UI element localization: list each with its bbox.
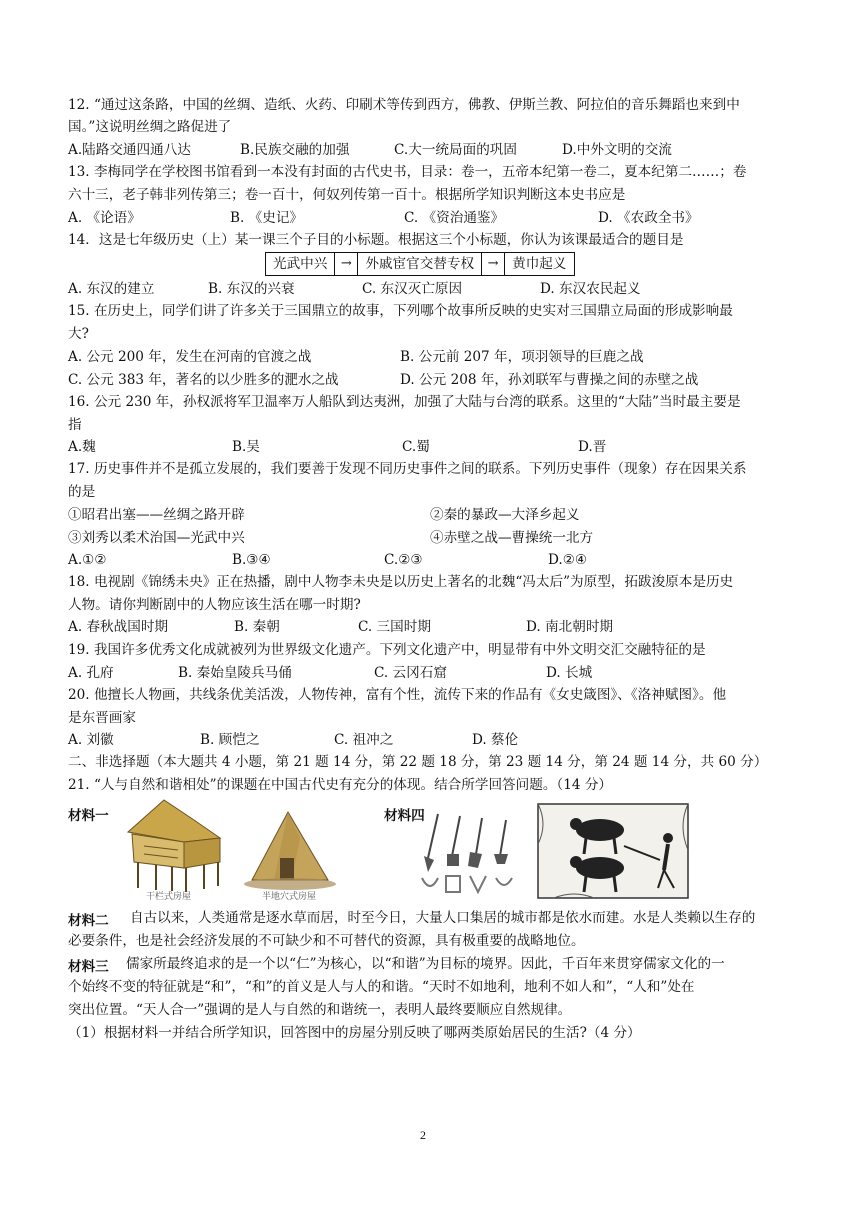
q18-stem-line1: 18. 电视剧《锦绣未央》正在热播，剧中人物李未央是以历史上著名的北魏“冯太后”为原型，拓跋浚原本是历史 [68, 574, 734, 590]
q14-flow-box-2: 外戚宦官交替专权 [357, 252, 482, 276]
q13-option-c: C. 《资治通鉴》 [404, 210, 505, 226]
q17-item-1: ①昭君出塞——丝绸之路开辟 [68, 507, 245, 523]
q20-option-b: B. 顾恺之 [200, 732, 260, 748]
q17-option-d: D.②④ [548, 552, 588, 568]
q17-option-b: B.③④ [232, 552, 271, 568]
q16-stem-line1: 16. 公元 230 年，孙权派将军卫温率万人船队到达夷洲，加强了大陆与台湾的联系。这里的“大陆”当时最主要是 [68, 394, 741, 410]
q20-option-c: C. 祖冲之 [334, 732, 394, 748]
q17-option-a: A.①② [68, 552, 107, 568]
arrow-right-icon: → [481, 252, 505, 276]
q21-stem-line1: 21. “人与自然和谐相处”的课题在中国古代史有充分的体现。结合所学回答问题。（14 分） [68, 777, 613, 793]
material3-line1: 儒家所最终追求的是一个以“仁”为核心，以“和谐”为目标的境界。因此，千百年来贯穿儒家文化的一 [126, 956, 725, 972]
material3-line2: 个始终不变的特征就是“和”，“和”的首义是人与人的和谐。“天时不如地利，地利不如人和”，“人和”处在 [68, 979, 695, 995]
q20-stem-line2: 是东晋画家 [68, 710, 136, 726]
q13-stem-line1: 13. 李梅同学在学校图书馆看到一本没有封面的古代史书，目录：卷一，五帝本纪第一卷二，夏本纪第二……；卷 [68, 164, 747, 180]
q12-option-d: D.中外文明的交流 [562, 142, 672, 158]
q14-option-a: A. 东汉的建立 [68, 281, 155, 297]
material2-line2: 必要条件，也是社会经济发展的不可缺少和不可替代的资源，具有极重要的战略地位。 [68, 933, 585, 949]
q12-option-b: B.民族交融的加强 [240, 142, 350, 158]
q15-option-a: A. 公元 200 年，发生在河南的官渡之战 [68, 349, 312, 365]
q13-stem-line2: 六十三，老子韩非列传第三；卷一百十，何奴列传第一百十。根据所学知识判断这本史书应是 [68, 187, 626, 203]
q18-stem-line2: 人物。请你判断剧中的人物应该生活在哪一时期? [68, 597, 361, 613]
q13-option-d: D. 《农政全书》 [598, 210, 699, 226]
q13-option-b: B. 《史记》 [230, 210, 304, 226]
q19-stem-line1: 19. 我国许多优秀文化成就被列为世界级文化遗产。下列文化遗产中，明显带有中外文明交汇交融特征的是 [68, 642, 706, 658]
material3-line3: 突出位置。“天人合一”强调的是人与自然的和谐统一，表明人最终要顺应自然规律。 [68, 1002, 572, 1018]
q17-item-3: ③刘秀以柔术治国—光武中兴 [68, 530, 245, 546]
q16-option-c: C.蜀 [402, 439, 430, 455]
q21-subquestion-1: （1）根据材料一并结合所学知识，回答图中的房屋分别反映了哪两类原始居民的生活?（4 分） [68, 1025, 641, 1041]
q14-option-c: C. 东汉灭亡原因 [362, 281, 463, 297]
q19-option-c: C. 云冈石窟 [374, 665, 447, 681]
q16-stem-line2: 指 [68, 417, 82, 433]
q19-option-b: B. 秦始皇陵兵马俑 [178, 665, 292, 681]
q19-option-a: A. 孔府 [68, 665, 114, 681]
q15-option-b: B. 公元前 207 年，项羽领导的巨鹿之战 [400, 349, 644, 365]
farming-tools-icon [422, 814, 512, 892]
material1-label: 材料一 [68, 808, 109, 824]
material4-label: 材料四 [384, 808, 425, 824]
q17-item-4: ④赤壁之战—曹操统一北方 [430, 530, 594, 546]
q17-option-c: C.②③ [384, 552, 423, 568]
q16-option-a: A.魏 [68, 439, 96, 455]
q15-option-d: D. 公元 208 年，孙刘联军与曹操之间的赤壁之战 [400, 372, 699, 388]
material2-line1: 自古以来，人类通常是逐水草而居，时至今日，大量人口集居的城市都是依水而建。水是人类赖以生存的 [130, 910, 756, 926]
q13-option-a: A. 《论语》 [68, 210, 141, 226]
q15-option-c: C. 公元 383 年，著名的以少胜多的淝水之战 [68, 372, 339, 388]
q16-option-d: D.晋 [578, 439, 607, 455]
q17-stem-line1: 17. 历史事件并不是孤立发展的，我们要善于发现不同历史事件之间的联系。下列历史事件（现象）存在因果关系 [68, 461, 747, 477]
q14-stem-line1: 14．这是七年级历史（上）某一课三个子目的小标题。根据这三个小标题，你认为该课最适合的题目是 [68, 232, 684, 248]
q16-option-b: B.吴 [232, 439, 260, 455]
q18-option-c: C. 三国时期 [358, 619, 431, 635]
q18-option-b: B. 秦朝 [234, 619, 280, 635]
q20-stem-line1: 20. 他擅长人物画，共线条优美活泼，人物传神，富有个性，流传下来的作品有《女史箴图》、《洛神赋图》。他 [68, 687, 727, 703]
q14-option-d: D. 东汉农民起义 [540, 281, 641, 297]
stilt-house-caption: 干栏式房屋 [146, 892, 192, 902]
q19-option-d: D. 长城 [546, 665, 593, 681]
q15-stem-line2: 大? [68, 326, 89, 342]
pit-house-icon [244, 812, 336, 890]
q20-option-d: D. 蔡伦 [472, 732, 519, 748]
ox-plowing-mural-icon [538, 804, 688, 898]
q14-flow-box-3: 黄巾起义 [504, 252, 574, 276]
q17-item-2: ②秦的暴政—大泽乡起义 [430, 507, 580, 523]
q14-flow-diagram [265, 252, 575, 276]
q17-stem-line2: 的是 [68, 484, 96, 500]
q14-flow-box-1: 光武中兴 [265, 252, 335, 276]
q15-stem-line1: 15. 在历史上，同学们讲了许多关于三国鼎立的故事，下列哪个故事所反映的史实对三国鼎立局面的形成影响最 [68, 303, 733, 319]
stilt-house-icon [128, 800, 220, 892]
q12-option-c: C.大一统局面的巩固 [394, 142, 517, 158]
q18-option-d: D. 南北朝时期 [526, 619, 614, 635]
material2-label: 材料二 [68, 913, 109, 929]
section2-title: 二、非选择题（本大题共 4 小题，第 21 题 14 分，第 22 题 18 分，第 23 题 14 分，第 24 题 14 分，共 60 分） [68, 754, 768, 770]
q14-option-b: B. 东汉的兴衰 [208, 281, 295, 297]
material3-label: 材料三 [68, 959, 109, 975]
q12-stem-line1: 12. “通过这条路，中国的丝绸、造纸、火药、印刷术等传到西方，佛教、伊斯兰教、阿拉伯的音乐舞蹈也来到中 [68, 97, 740, 113]
q12-stem-line2: 国。”这说明丝绸之路促进了 [68, 119, 232, 135]
pit-house-caption: 半地穴式房屋 [262, 892, 317, 902]
q12-option-a: A.陆路交通四通八达 [68, 142, 191, 158]
q20-option-a: A. 刘徽 [68, 732, 114, 748]
farming-tools-illustration [414, 798, 690, 904]
arrow-right-icon: → [334, 252, 358, 276]
page-number: 2 [420, 1128, 426, 1142]
primitive-houses-illustration [124, 798, 346, 902]
q18-option-a: A. 春秋战国时期 [68, 619, 169, 635]
